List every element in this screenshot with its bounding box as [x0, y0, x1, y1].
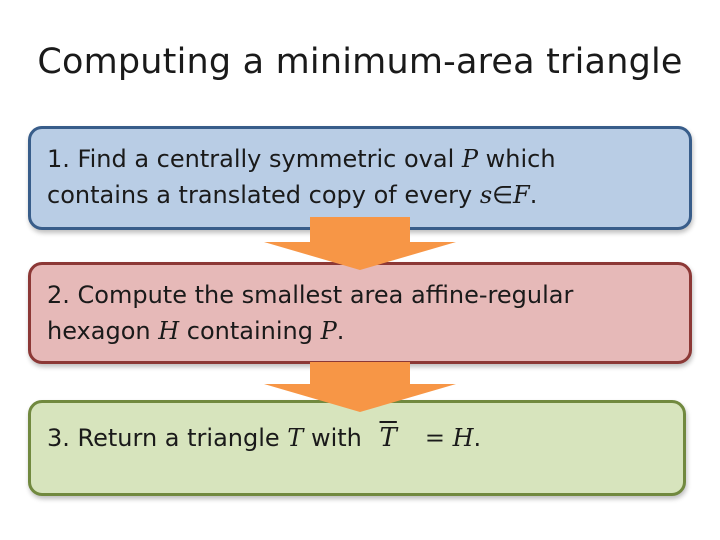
step-1-text: contains a translated copy of every	[47, 181, 480, 209]
step-1-text: 1. Find a centrally symmetric oval	[47, 145, 462, 173]
step-3-text: with	[303, 424, 370, 452]
symbol-h: H	[158, 317, 180, 345]
step-3-period: .	[473, 424, 482, 452]
symbol-s: s	[479, 181, 493, 209]
step-2-line-1: 2. Compute the smallest area affine-regular	[47, 281, 574, 309]
step-2-text: hexagon	[47, 317, 159, 345]
symbol-p: P	[320, 317, 337, 345]
down-arrow-icon	[264, 362, 456, 412]
symbol-t-bar: $\overline{T}$	[379, 423, 397, 453]
step-1-period: .	[529, 181, 538, 209]
symbol-f: F	[513, 181, 530, 209]
element-of-symbol: ∈	[492, 181, 514, 209]
equals-symbol: =	[424, 424, 445, 452]
slide-title: Computing a minimum-area triangle	[37, 42, 683, 82]
step-3-text: 3. Return a triangle	[47, 424, 288, 452]
step-1-text: which	[478, 145, 556, 173]
down-arrow-icon	[264, 217, 456, 270]
symbol-h: H	[452, 424, 474, 452]
symbol-p: P	[461, 145, 479, 173]
symbol-t: T	[287, 424, 304, 452]
step-2-text: containing	[179, 317, 321, 345]
step-2-period: .	[336, 317, 345, 345]
